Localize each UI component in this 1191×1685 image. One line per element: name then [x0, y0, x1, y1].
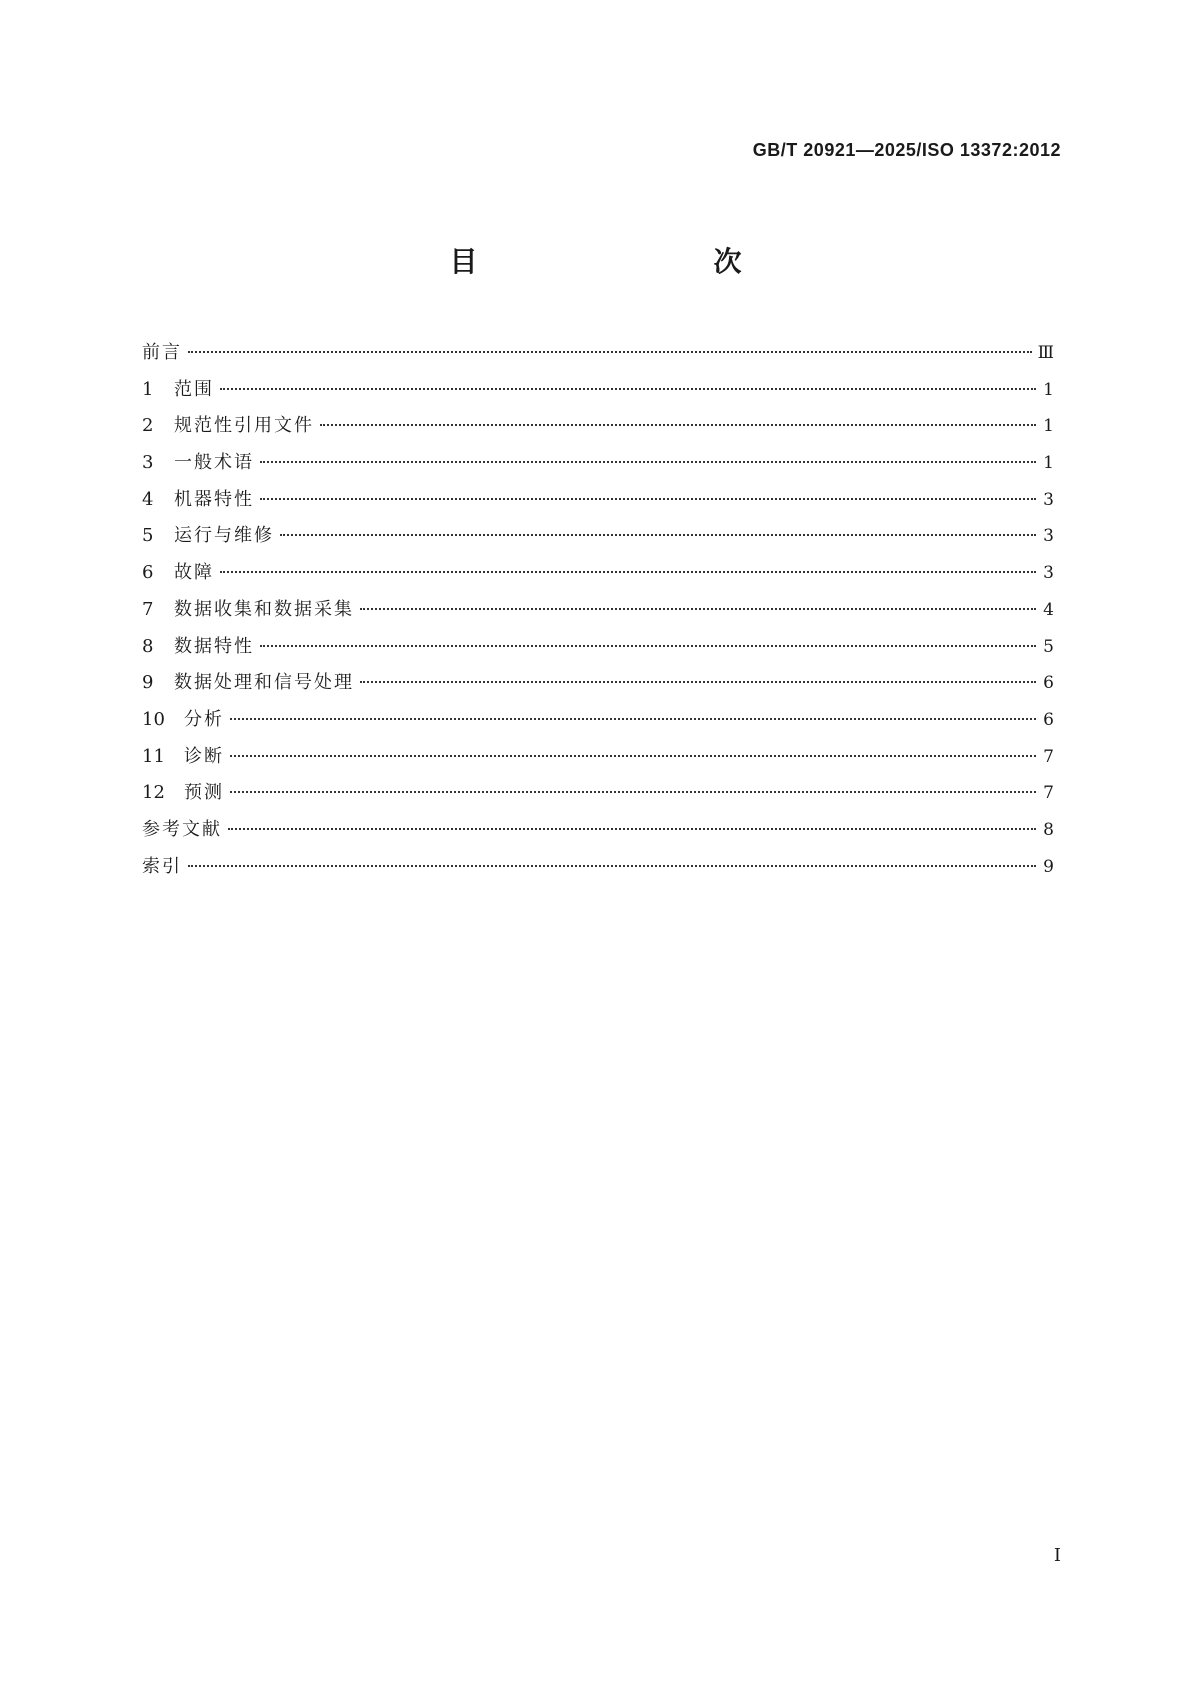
toc-entry-page: 9 — [1043, 856, 1054, 877]
toc-entry-label: 一般术语 — [174, 452, 254, 474]
dot-leader — [230, 755, 1036, 757]
toc-entry-label: 规范性引用文件 — [174, 415, 314, 437]
toc-entry-label: 前言 — [142, 342, 182, 363]
toc-entry-bibliography[interactable] — [142, 815, 1054, 852]
toc-entry-11[interactable] — [142, 742, 1054, 779]
toc-entry-label: 分析 — [184, 708, 224, 730]
toc-entry-label: 数据处理和信号处理 — [174, 672, 354, 694]
toc-entry-label: 诊断 — [184, 745, 224, 767]
toc-entry-label: 运行与维修 — [174, 525, 274, 547]
toc-entry-page: 7 — [1043, 783, 1054, 804]
toc-entry-number: 2 — [142, 415, 154, 437]
toc-entry-number: 1 — [142, 378, 154, 400]
toc-entry-page: 6 — [1043, 673, 1054, 694]
toc-entry-1[interactable] — [142, 375, 1054, 412]
dot-leader — [220, 571, 1036, 573]
toc-entry-index[interactable] — [142, 852, 1054, 889]
toc-entry-label: 范围 — [174, 378, 214, 400]
toc-entry-page: 3 — [1043, 563, 1054, 584]
dot-leader — [260, 498, 1036, 500]
dot-leader — [360, 681, 1036, 683]
toc-entry-page: 1 — [1043, 379, 1054, 400]
toc-entry-number: 7 — [142, 598, 154, 620]
toc-entry-6[interactable] — [142, 558, 1054, 595]
toc-entry-page: 7 — [1043, 746, 1054, 767]
toc-entry-label: 机器特性 — [174, 488, 254, 510]
toc-entry-7[interactable] — [142, 595, 1054, 632]
toc-entry-number: 9 — [142, 672, 154, 694]
dot-leader — [260, 645, 1036, 647]
toc-entry-page: 6 — [1043, 709, 1054, 730]
dot-leader — [228, 828, 1036, 830]
toc-entry-label: 数据收集和数据采集 — [174, 598, 354, 620]
toc-entry-label: 预测 — [184, 782, 224, 804]
toc-entry-number: 4 — [142, 488, 154, 510]
toc-entry-page: 1 — [1043, 453, 1054, 474]
toc-entry-2[interactable] — [142, 411, 1054, 448]
toc-entry-12[interactable] — [142, 778, 1054, 815]
toc-entry-number: 8 — [142, 635, 154, 657]
dot-leader — [320, 424, 1036, 426]
toc-entry-number: 10 — [142, 708, 165, 730]
toc-entry-number: 11 — [142, 745, 165, 767]
toc-entry-label: 索引 — [142, 855, 182, 877]
toc-entry-page: 3 — [1043, 489, 1054, 510]
toc-entry-label: 故障 — [174, 562, 214, 584]
toc-entry-5[interactable] — [142, 521, 1054, 558]
toc-entry-number: 6 — [142, 562, 154, 584]
toc-entry-number: 3 — [142, 452, 154, 474]
toc-entry-page: Ⅲ — [1037, 343, 1054, 363]
dot-leader — [230, 718, 1036, 720]
toc-entry-8[interactable] — [142, 632, 1054, 669]
toc-entry-foreword[interactable] — [142, 338, 1054, 375]
toc-entry-page: 1 — [1043, 416, 1054, 437]
toc-entry-3[interactable] — [142, 448, 1054, 485]
dot-leader — [360, 608, 1036, 610]
toc-title: 目 次 — [449, 245, 802, 278]
dot-leader — [260, 461, 1036, 463]
toc-entry-9[interactable] — [142, 668, 1054, 705]
dot-leader — [280, 534, 1036, 536]
table-of-contents — [142, 338, 1054, 888]
standard-code: GB/T 20921—2025/ISO 13372:2012 — [752, 140, 1061, 160]
toc-entry-label: 参考文献 — [142, 818, 222, 840]
toc-entry-10[interactable] — [142, 705, 1054, 742]
toc-entry-page: 5 — [1043, 636, 1054, 657]
toc-entry-number: 12 — [142, 782, 165, 804]
dot-leader — [230, 791, 1036, 793]
toc-entry-label: 数据特性 — [174, 635, 254, 657]
toc-entry-4[interactable] — [142, 485, 1054, 522]
toc-entry-page: 3 — [1043, 526, 1054, 547]
dot-leader — [188, 351, 1032, 353]
toc-entry-page: 4 — [1043, 599, 1054, 620]
dot-leader — [220, 388, 1036, 390]
page-number: Ⅰ — [1053, 1545, 1061, 1566]
dot-leader — [188, 865, 1036, 867]
toc-entry-page: 8 — [1043, 819, 1054, 840]
toc-entry-number: 5 — [142, 525, 154, 547]
